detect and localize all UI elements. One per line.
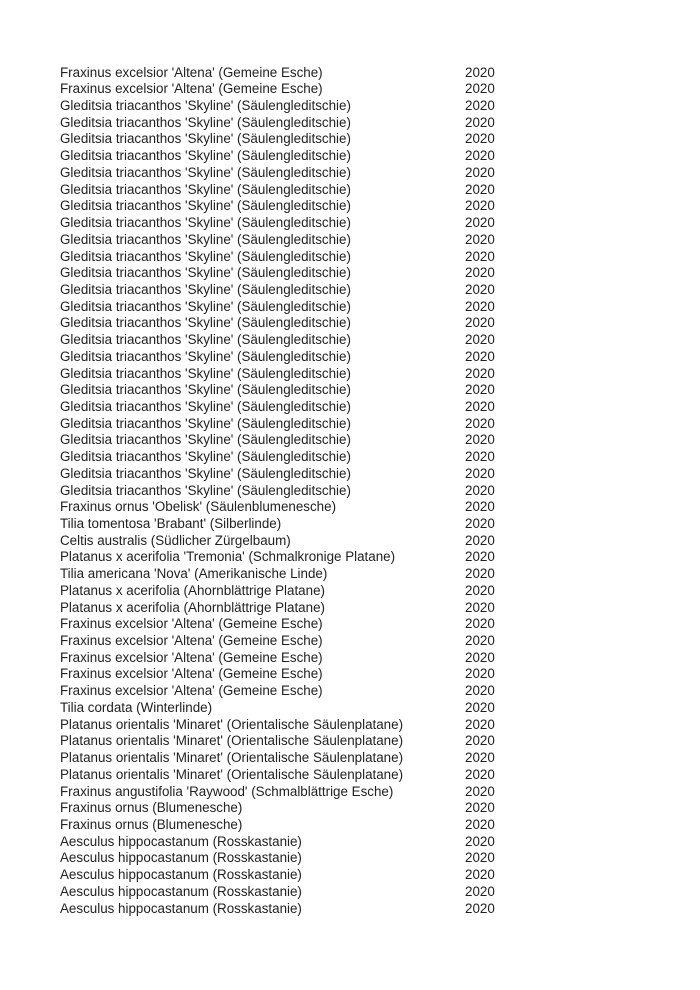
planting-year-value: 2020 [465, 516, 495, 531]
tree-species-label: Fraxinus excelsior 'Altena' (Gemeine Esche) [60, 633, 323, 649]
table-row [0, 499, 700, 516]
tree-species-label: Platanus orientalis 'Minaret' (Orientalische Säulenplatane) [60, 750, 404, 766]
planting-year-value: 2020 [465, 114, 495, 130]
table-row [0, 131, 700, 148]
planting-year-value: 2020 [465, 549, 495, 565]
tree-species-label: Gleditsia triacanthos 'Skyline' (Säulengleditschie) [60, 365, 351, 381]
planting-year-value: 2020 [465, 616, 495, 632]
planting-year-value: 2020 [465, 332, 495, 348]
tree-species-label: Tilia americana 'Nova' (Amerikanische Linde) [60, 566, 328, 582]
planting-year-value: 2020 [465, 683, 495, 699]
table-row [0, 282, 700, 299]
planting-year-value: 2020 [465, 733, 495, 749]
planting-year-value: 2020 [465, 198, 495, 214]
planting-year-value: 2020 [465, 181, 495, 197]
tree-species-label: Gleditsia triacanthos 'Skyline' (Säulengleditschie) [60, 198, 351, 214]
table-row [0, 115, 700, 132]
tree-species-label: Gleditsia triacanthos 'Skyline' (Säulengleditschie) [60, 181, 351, 197]
table-row [0, 249, 700, 266]
tree-species-label: Fraxinus ornus (Blumenesche) [60, 800, 243, 816]
tree-species-label: Aesculus hippocastanum (Rosskastanie) [60, 900, 302, 916]
tree-species-label: Gleditsia triacanthos 'Skyline' (Säulengleditschie) [60, 248, 351, 264]
planting-year-value: 2020 [465, 716, 495, 732]
table-row [0, 416, 700, 433]
tree-species-label: Gleditsia triacanthos 'Skyline' (Säulengleditschie) [60, 98, 351, 114]
tree-species-label: Tilia cordata (Winterlinde) [60, 699, 213, 715]
planting-year-value: 2020 [465, 649, 495, 665]
tree-species-label: Aesculus hippocastanum (Rosskastanie) [60, 867, 302, 883]
planting-year-value: 2020 [465, 482, 495, 498]
table-row [0, 198, 700, 215]
table-row [0, 717, 700, 734]
table-row [0, 767, 700, 784]
tree-species-label: Gleditsia triacanthos 'Skyline' (Säulengleditschie) [60, 382, 351, 398]
tree-species-label: Gleditsia triacanthos 'Skyline' (Säulengleditschie) [60, 465, 351, 481]
planting-year-value: 2020 [465, 867, 495, 883]
tree-species-label: Gleditsia triacanthos 'Skyline' (Säulengleditschie) [60, 449, 351, 465]
planting-year-value: 2020 [465, 281, 495, 297]
tree-species-label: Gleditsia triacanthos 'Skyline' (Säulengleditschie) [60, 281, 351, 297]
planting-year-value: 2020 [465, 131, 495, 147]
tree-species-label: Gleditsia triacanthos 'Skyline' (Säulengleditschie) [60, 398, 351, 414]
table-row [0, 666, 700, 683]
planting-year-value: 2020 [465, 465, 495, 481]
table-row [0, 265, 700, 282]
table-row [0, 349, 700, 366]
table-row [0, 733, 700, 750]
table-row [0, 884, 700, 901]
planting-year-value: 2020 [465, 850, 495, 866]
tree-species-label: Fraxinus excelsior 'Altena' (Gemeine Esche) [60, 683, 323, 699]
table-row [0, 232, 700, 249]
tree-species-label: Fraxinus excelsior 'Altena' (Gemeine Esche) [60, 616, 323, 632]
tree-species-label: Platanus x acerifolia (Ahornblättrige Platane) [60, 582, 325, 598]
table-row [0, 332, 700, 349]
table-row [0, 784, 700, 801]
planting-year-value: 2020 [465, 265, 495, 281]
table-row [0, 834, 700, 851]
planting-year-value: 2020 [465, 415, 495, 431]
table-row [0, 516, 700, 533]
tree-species-label: Platanus x acerifolia 'Tremonia' (Schmalkronige Platane) [60, 549, 396, 565]
tree-species-label: Platanus orientalis 'Minaret' (Orientalische Säulenplatane) [60, 733, 404, 749]
tree-species-label: Gleditsia triacanthos 'Skyline' (Säulengleditschie) [60, 348, 351, 364]
table-row [0, 700, 700, 717]
planting-year-value: 2020 [465, 365, 495, 381]
tree-species-label: Platanus x acerifolia (Ahornblättrige Platane) [60, 599, 325, 615]
planting-year-value: 2020 [465, 666, 495, 682]
table-row [0, 616, 700, 633]
table-row [0, 148, 700, 165]
tree-species-label: Platanus orientalis 'Minaret' (Orientalische Säulenplatane) [60, 766, 404, 782]
planting-year-value: 2020 [465, 816, 495, 832]
table-row [0, 81, 700, 98]
planting-year-value: 2020 [465, 64, 495, 80]
table-row [0, 315, 700, 332]
planting-year-value: 2020 [465, 315, 495, 331]
planting-year-value: 2020 [465, 231, 495, 247]
tree-species-label: Gleditsia triacanthos 'Skyline' (Säulengleditschie) [60, 298, 351, 314]
planting-year-value: 2020 [465, 833, 495, 849]
table-row [0, 633, 700, 650]
planting-year-value: 2020 [465, 298, 495, 314]
tree-species-label: Gleditsia triacanthos 'Skyline' (Säulengleditschie) [60, 215, 351, 231]
planting-year-value: 2020 [465, 348, 495, 364]
table-row [0, 366, 700, 383]
table-row [0, 533, 700, 550]
table-row [0, 432, 700, 449]
table-row [0, 650, 700, 667]
planting-year-value: 2020 [465, 633, 495, 649]
table-row [0, 549, 700, 566]
planting-year-value: 2020 [465, 900, 495, 916]
table-row [0, 600, 700, 617]
table-row [0, 399, 700, 416]
table-row [0, 215, 700, 232]
tree-species-label: Gleditsia triacanthos 'Skyline' (Säulengleditschie) [60, 164, 351, 180]
planting-year-value: 2020 [465, 783, 495, 799]
tree-species-label: Gleditsia triacanthos 'Skyline' (Säulengleditschie) [60, 265, 351, 281]
tree-species-label: Fraxinus excelsior 'Altena' (Gemeine Esche) [60, 649, 323, 665]
planting-year-value: 2020 [465, 750, 495, 766]
table-row [0, 850, 700, 867]
table-row [0, 800, 700, 817]
table-row [0, 65, 700, 82]
tree-species-label: Gleditsia triacanthos 'Skyline' (Säulengleditschie) [60, 131, 351, 147]
table-row [0, 466, 700, 483]
tree-species-label: Gleditsia triacanthos 'Skyline' (Säulengleditschie) [60, 432, 351, 448]
tree-species-label: Aesculus hippocastanum (Rosskastanie) [60, 850, 302, 866]
table-row [0, 98, 700, 115]
table-row [0, 382, 700, 399]
tree-species-label: Gleditsia triacanthos 'Skyline' (Säulengleditschie) [60, 148, 351, 164]
table-row [0, 750, 700, 767]
tree-species-label: Fraxinus angustifolia 'Raywood' (Schmalblättrige Esche) [60, 783, 394, 799]
planting-year-value: 2020 [465, 499, 495, 515]
planting-year-value: 2020 [465, 215, 495, 231]
planting-year-value: 2020 [465, 382, 495, 398]
table-row [0, 182, 700, 199]
tree-species-label: Fraxinus ornus (Blumenesche) [60, 816, 243, 832]
tree-species-label: Aesculus hippocastanum (Rosskastanie) [60, 833, 302, 849]
tree-species-label: Gleditsia triacanthos 'Skyline' (Säulengleditschie) [60, 415, 351, 431]
planting-year-value: 2020 [465, 148, 495, 164]
planting-year-value: 2020 [465, 532, 495, 548]
planting-year-value: 2020 [465, 699, 495, 715]
tree-species-label: Celtis australis (Südlicher Zürgelbaum) [60, 532, 291, 548]
planting-year-value: 2020 [465, 164, 495, 180]
planting-year-value: 2020 [465, 98, 495, 114]
tree-species-label: Gleditsia triacanthos 'Skyline' (Säulengleditschie) [60, 482, 351, 498]
planting-year-value: 2020 [465, 432, 495, 448]
planting-year-value: 2020 [465, 398, 495, 414]
table-row [0, 867, 700, 884]
table-row [0, 165, 700, 182]
planting-year-value: 2020 [465, 766, 495, 782]
tree-species-label: Gleditsia triacanthos 'Skyline' (Säulengleditschie) [60, 315, 351, 331]
table-row [0, 449, 700, 466]
planting-year-value: 2020 [465, 81, 495, 97]
table-row [0, 683, 700, 700]
tree-species-label: Gleditsia triacanthos 'Skyline' (Säulengleditschie) [60, 231, 351, 247]
planting-year-value: 2020 [465, 248, 495, 264]
planting-year-value: 2020 [465, 582, 495, 598]
tree-species-label: Aesculus hippocastanum (Rosskastanie) [60, 883, 302, 899]
table-row [0, 566, 700, 583]
table-row [0, 299, 700, 316]
planting-year-value: 2020 [465, 566, 495, 582]
tree-species-label: Platanus orientalis 'Minaret' (Orientalische Säulenplatane) [60, 716, 404, 732]
tree-species-label: Gleditsia triacanthos 'Skyline' (Säulengleditschie) [60, 114, 351, 130]
planting-year-value: 2020 [465, 599, 495, 615]
table-row [0, 483, 700, 500]
tree-species-label: Fraxinus excelsior 'Altena' (Gemeine Esche) [60, 81, 323, 97]
tree-species-label: Fraxinus ornus 'Obelisk' (Säulenblumenesche) [60, 499, 337, 515]
table-row [0, 583, 700, 600]
table-row [0, 817, 700, 834]
tree-species-label: Gleditsia triacanthos 'Skyline' (Säulengleditschie) [60, 332, 351, 348]
planting-year-value: 2020 [465, 883, 495, 899]
tree-species-label: Fraxinus excelsior 'Altena' (Gemeine Esche) [60, 666, 323, 682]
tree-species-label: Fraxinus excelsior 'Altena' (Gemeine Esche) [60, 64, 323, 80]
tree-species-label: Tilia tomentosa 'Brabant' (Silberlinde) [60, 516, 282, 531]
planting-year-value: 2020 [465, 449, 495, 465]
planting-year-value: 2020 [465, 800, 495, 816]
table-row [0, 901, 700, 918]
